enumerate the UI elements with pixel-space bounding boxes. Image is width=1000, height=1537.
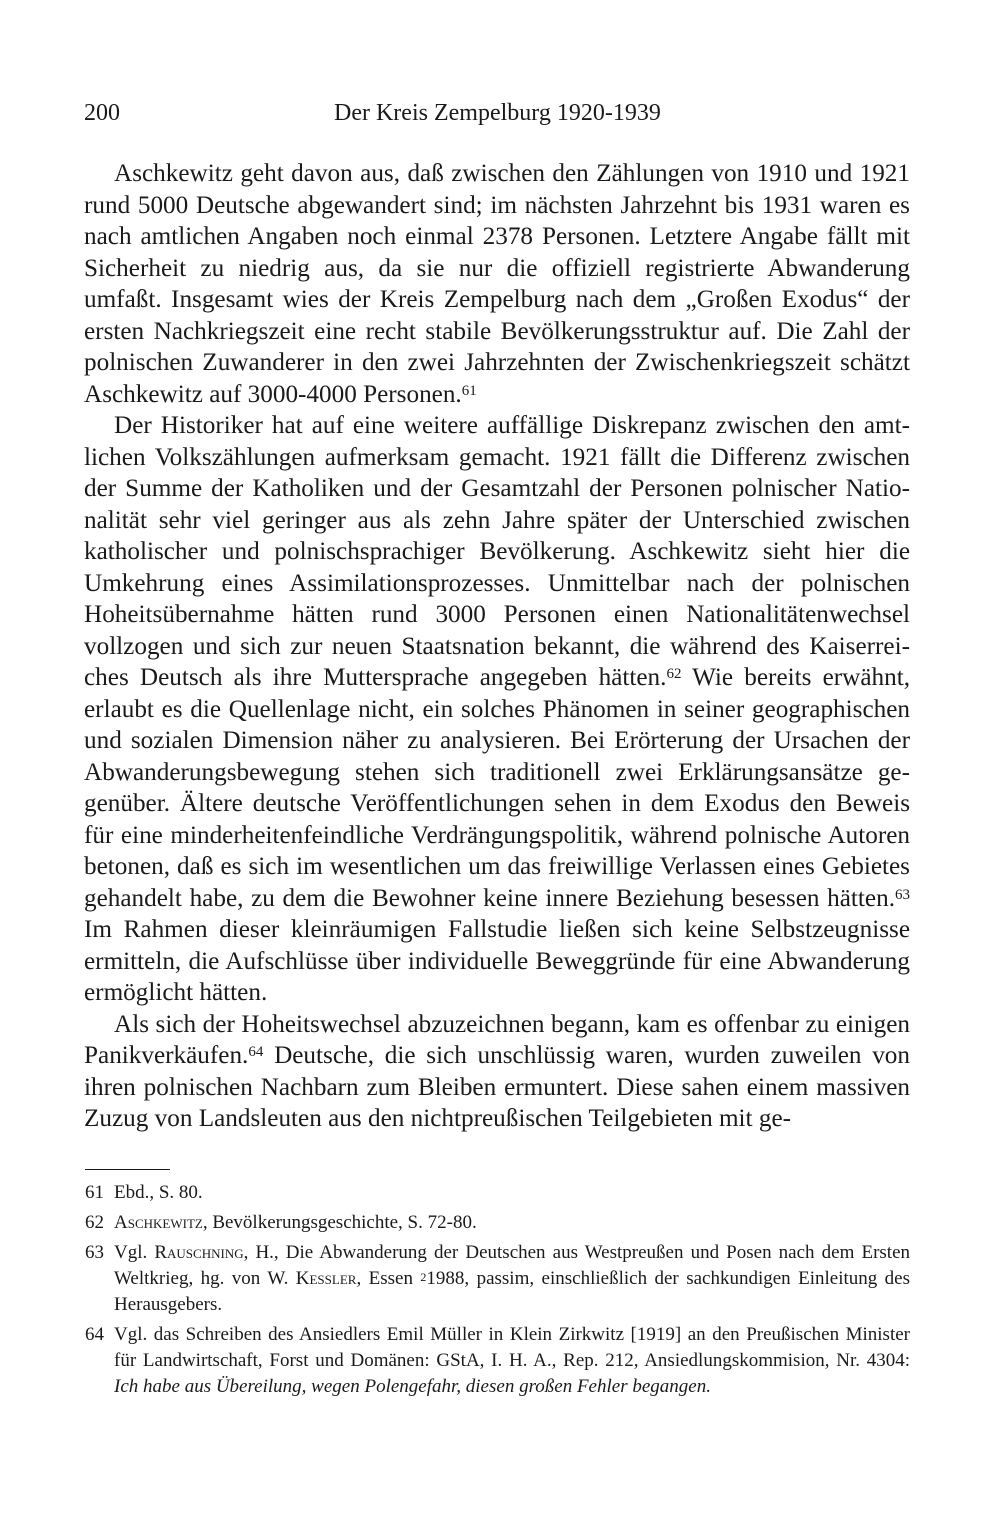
- footnote-author: Aschkewitz: [114, 1212, 203, 1233]
- footnote-number: 63: [85, 1242, 104, 1263]
- footnote-ref-61[interactable]: 61: [461, 382, 477, 399]
- paragraph-2-text-a: Der Historiker hat auf eine weitere auffällige Diskrepanz zwischen den amtlichen Volkszählungen aufmerksam gemacht. 1921 fällt die Differenz zwischen der Summe der Katholiken und der Gesamtzahl der Personen polnischer Nationalität sehr viel geringer aus als zehn Jahre später der Unterschied zwischen katholischer und polnischsprachiger Bevölkerung. Aschkewitz sieht hier die Umkehrung eines Assimilationsprozesses. Unmittelbar nach der polnischen Hoheitsübernahme hätten rund 3000 Personen einen Nationalitätenwechsel vollzogen und sich zur neuen Staatsnation bekannt, die während des Kaiserreiches Deutsch als ihre Muttersprache angegeben hätten.: [84, 412, 910, 691]
- paragraph-2: [84, 410, 910, 1009]
- footnote-divider: [85, 1169, 170, 1170]
- footnote-author: Rauschning: [154, 1242, 244, 1263]
- running-title: Der Kreis Zempelburg 1920-1939: [334, 100, 661, 126]
- page-header: [84, 100, 908, 140]
- footnote-editor: Kessler: [295, 1268, 357, 1289]
- paragraph-3: [84, 1009, 910, 1135]
- footnote-text-pre: Vgl.: [114, 1242, 155, 1263]
- footnote-number: 62: [85, 1212, 104, 1233]
- footnote-text: , Bevölkerungsgeschichte, S. 72-80.: [202, 1212, 477, 1233]
- footnote-61: [85, 1180, 910, 1206]
- paragraph-2-text-b: Wie bereits erwähnt, erlaubt es die Quellenlage nicht, ein solches Phänomen in seiner geographischen und sozialen Dimension näher zu analysieren. Bei Erörterung der Ursachen der Abwanderungsbewegung stehen sich traditionell zwei Erklärungsansätze gegenüber. Ältere deutsche Veröffentlichungen sehen in dem Exodus den Beweis für eine minderheitenfeindliche Verdrängungspolitik, während polnische Autoren betonen, daß es sich im wesentlichen um das freiwillige Verlassen eines Gebietes gehandelt habe, zu dem die Bewohner keine innere Beziehung besessen hätten.: [84, 664, 911, 912]
- footnote-number: 61: [85, 1182, 104, 1203]
- footnote-ref-63[interactable]: 63: [895, 886, 910, 903]
- footnote-text-mid: , H., Die Abwanderung der Deutschen aus Westpreußen und Posen nach dem Ersten Weltkrieg, hg. von W.: [114, 1242, 910, 1289]
- paragraph-1: [84, 158, 910, 410]
- footnote-63: [85, 1240, 910, 1318]
- footnote-64: [85, 1322, 910, 1400]
- footnote-ref-62[interactable]: 62: [666, 666, 682, 682]
- footnote-text-post: 1988, passim, einschließlich der sachkundigen Einleitung des Herausgebers.: [114, 1268, 911, 1315]
- page-number: 200: [84, 100, 120, 126]
- paragraph-1-text: Aschkewitz geht davon aus, daß zwischen den Zählungen von 1910 und 1921 rund 5000 Deutsche abgewandert sind; im nächsten Jahrzehnt bis 1931 waren es nach amtlichen Angaben noch einmal 2378 Personen. Letztere Angabe fällt mit Sicherheit zu niedrig aus, da sie nur die offiziell registrierte Abwanderung umfaßt. Insgesamt wies der Kreis Zempelburg nach dem „Großen Exodus“ der ersten Nachkriegszeit eine recht stabile Bevölkerungsstruktur auf. Die Zahl der polnischen Zuwanderer in den zwei Jahrzehnten der Zwischenkriegszeit schätzt Aschkewitz auf 3000-4000 Personen.: [84, 160, 910, 408]
- footnote-number: 64: [85, 1324, 104, 1345]
- footnote-text: Ebd., S. 80.: [114, 1182, 203, 1203]
- paragraph-2-text-c: Im Rahmen dieser kleinräumigen Fallstudie ließen sich keine Selbstzeugnisse ermitteln, die Aufschlüsse über individuelle Beweggründe für eine Abwanderung ermöglicht hätten.: [84, 916, 910, 1006]
- footnote-ref-64[interactable]: 64: [248, 1044, 264, 1060]
- footnote-edition: 2: [420, 1270, 427, 1284]
- body-text: [84, 158, 910, 1135]
- paragraph-3-text-b: Deutsche, die sich unschlüssig waren, wurden zuweilen von ihren polnischen Nachbarn zum Bleiben ermuntert. Diese sahen einem massiven Zuzug von Landsleuten aus den nichtpreußischen Teilgebieten mit ge-: [84, 1042, 910, 1132]
- footnote-place: , Essen: [356, 1268, 421, 1289]
- footnote-quote: Ich habe aus Übereilung, wegen Polengefahr, diesen großen Fehler begangen.: [114, 1376, 711, 1397]
- footnote-62: [85, 1210, 910, 1236]
- footnote-text: Vgl. das Schreiben des Ansiedlers Emil Müller in Klein Zirkwitz [1919] an den Preußischen Minister für Landwirtschaft, Forst und Domänen: GStA, I. H. A., Rep. 212, Ansiedlungskommision, Nr. 4304:: [114, 1324, 910, 1371]
- footnotes: [85, 1180, 910, 1404]
- paragraph-3-text-a: Als sich der Hoheitswechsel abzuzeichnen begann, kam es offenbar zu einigen Panikverkäufen.: [84, 1010, 910, 1069]
